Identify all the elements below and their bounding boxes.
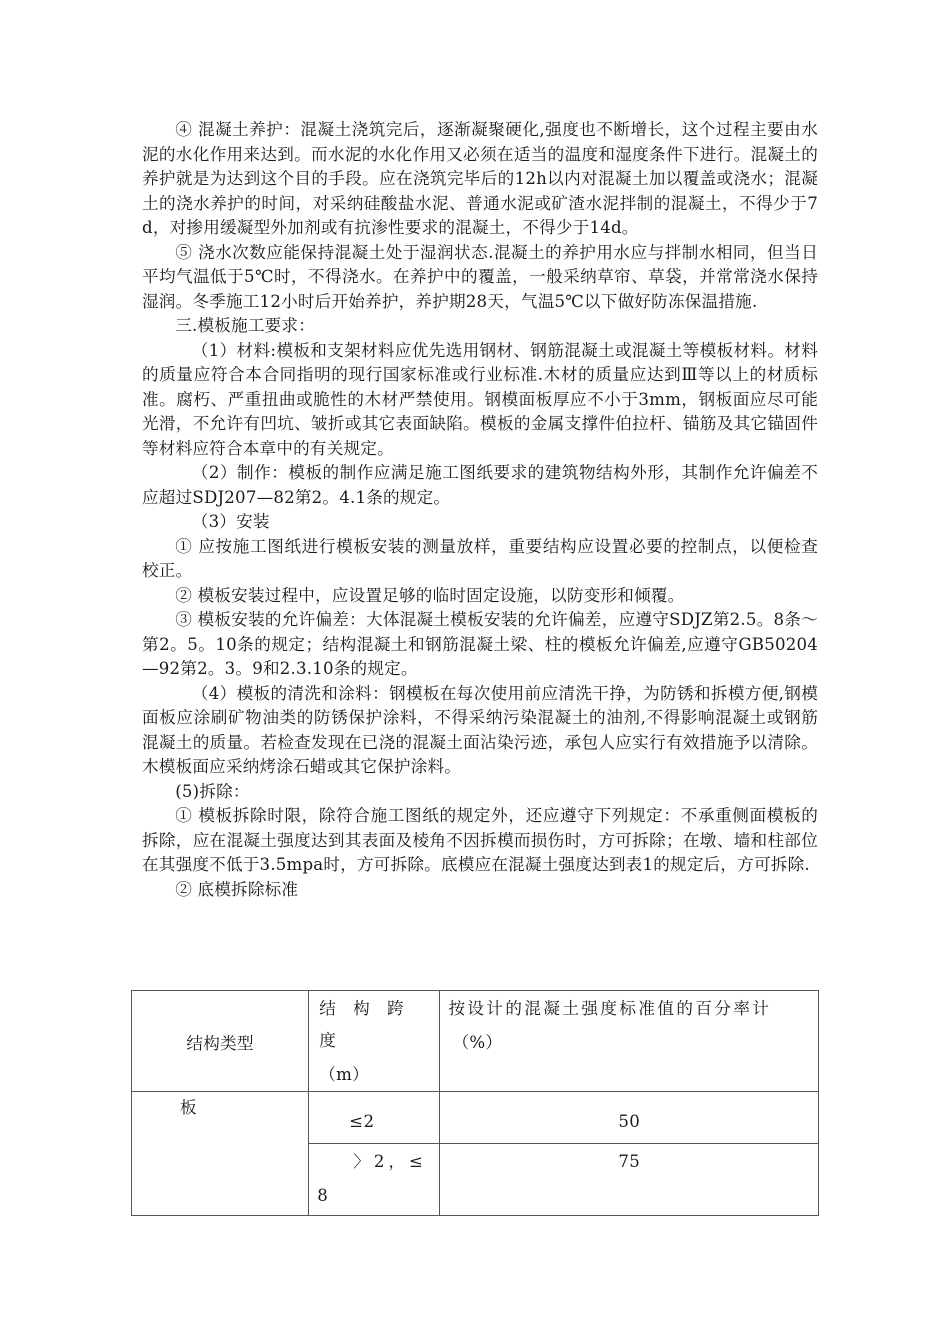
cell-percent-1: 50: [440, 1092, 819, 1144]
paragraph-install-1: ① 应按施工图纸进行模板安装的测量放样，重要结构应设置必要的控制点，以便检查校正。: [142, 536, 818, 580]
header-span: 结 构 跨 度 （m）: [309, 991, 440, 1092]
paragraph-install-2: ② 模板安装过程中，应设置足够的临时固定设施，以防变形和倾覆。: [175, 585, 685, 605]
subheading-removal: (5)拆除：: [175, 781, 250, 801]
header-structure-type: 结构类型: [132, 991, 309, 1092]
cell-span-2: 〉2，≤ 8: [309, 1144, 440, 1216]
table-row: [132, 1092, 819, 1144]
paragraph-removal-2: ② 底模拆除标准: [175, 879, 299, 899]
bottom-form-removal-table: [131, 990, 819, 1216]
cell-span-1: ≤2: [309, 1092, 440, 1144]
paragraph-removal-1: ① 模板拆除时限，除符合施工图纸的规定外，还应遵守下列规定：不承重侧面模板的拆除，应在混凝土强度达到其表面及棱角不因拆模而损伤时，方可拆除；在墩、墙和柱部位在其强度不低于3.5mpa时，方可拆除。底模应在混凝土强度达到表1的规定后，方可拆除.: [142, 806, 818, 874]
paragraph-watering: ⑤ 浇水次数应能保持混凝土处于湿润状态.混凝土的养护用水应与拌制水相同，但当日平均气温低于5℃时，不得浇水。在养护中的覆盖，一般采纳草帘、草袋，并常常浇水保持湿润。冬季施工12小时后开始养护，养护期28天，气温5℃以下做好防冻保温措施.: [142, 242, 818, 311]
paragraph-materials: （1）材料:模板和支架材料应优先选用钢材、钢筋混凝土或混凝土等模板材料。材料的质量应符合本合同指明的现行国家标准或行业标准.木材的质量应达到Ⅲ等以上的材质标准。腐朽、严重扭曲或脆性的木材严禁使用。钢模面板厚应不小于3mm，钢板面应尽可能光滑，不允许有凹坑、皱折或其它表面缺陷。模板的金属支撑件伯拉杆、锚筋及其它锚固件等材料应符合本章中的有关规定。: [142, 340, 818, 458]
paragraph-fabrication: （2）制作：模板的制作应满足施工图纸要求的建筑物结构外形，其制作允许偏差不应超过SDJ207—82第2。4.1条的规定。: [142, 463, 818, 507]
section-heading-formwork: 三.模板施工要求：: [175, 316, 316, 335]
subheading-installation: （3）安装: [191, 512, 270, 531]
cell-type-slab: 板: [132, 1092, 309, 1216]
document-body: [142, 118, 818, 902]
header-strength-percent: 按设计的混凝土强度标准值的百分率计 （%）: [440, 991, 819, 1092]
paragraph-install-3: ③ 模板安装的允许偏差：大体混凝土模板安装的允许偏差，应遵守SDJZ第2.5。8条～第2。5。10条的规定；结构混凝土和钢筋混凝土梁、柱的模板允许偏差,应遵守GB50204—92第2。3。9和2.3.10条的规定。: [142, 610, 818, 678]
paragraph-concrete-curing: ④ 混凝土养护：混凝土浇筑完后，逐渐凝聚硬化,强度也不断增长，这个过程主要由水泥的水化作用来达到。而水泥的水化作用又必须在适当的温度和湿度条件下进行。混凝土的养护就是为达到这个目的手段。应在浇筑完毕后的12h以内对混凝土加以覆盖或浇水；混凝土的浇水养护的时间，对采纳硅酸盐水泥、普通水泥或矿渣水泥拌制的混凝土，不得少于7d，对掺用缓凝型外加剂或有抗渗性要求的混凝土，不得少于14d。: [142, 120, 818, 237]
cell-percent-2: 75: [440, 1144, 819, 1216]
table-header-row: [132, 991, 819, 1092]
paragraph-cleaning: （4）模板的清洗和涂料：钢模板在每次使用前应清洗干挣，为防锈和拆模方便,钢模面板应涂刷矿物油类的防锈保护涂料，不得采纳污染混凝土的油剂,不得影响混凝土或钢筋混凝土的质量。若检查发现在已浇的混凝土面沾染污迹，承包人应实行有效措施予以清除。木模板面应采纳烤涂石蜡或其它保护涂料。: [142, 683, 818, 776]
